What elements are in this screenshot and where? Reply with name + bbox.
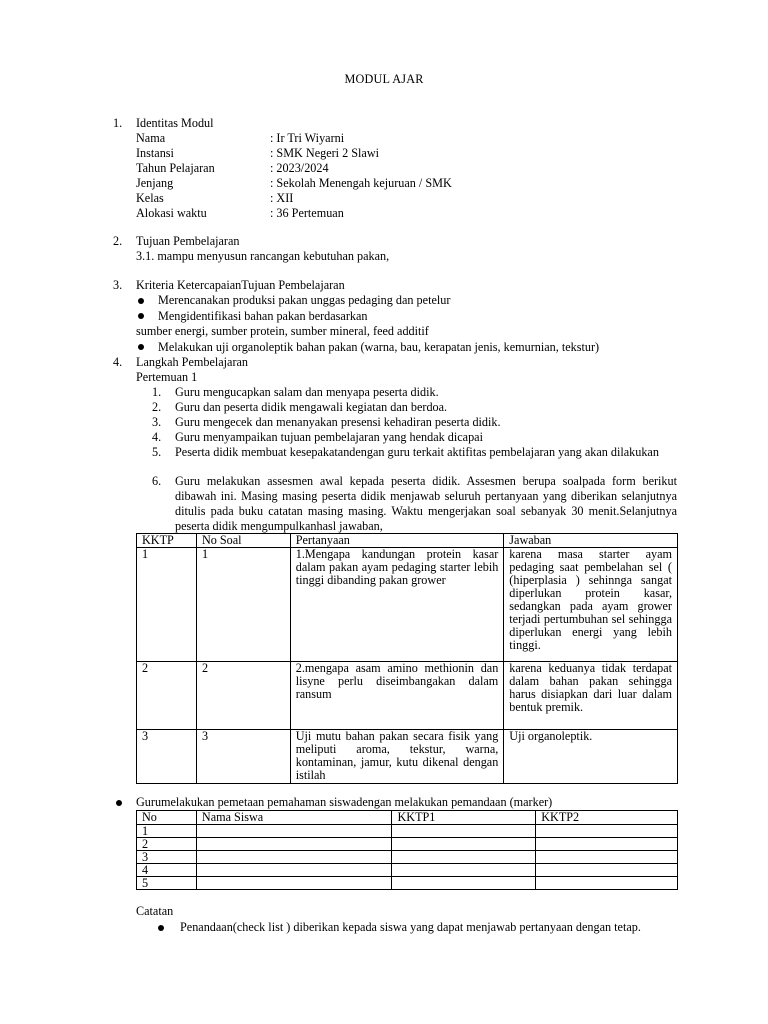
catatan-heading: Catatan (136, 904, 174, 918)
table-row (137, 548, 678, 662)
identity-label: Nama (136, 131, 166, 145)
marker-table (136, 810, 678, 890)
identity-value: : Ir Tri Wiyarni (270, 131, 345, 145)
step-number: 5. (152, 445, 162, 459)
identity-value: : 2023/2024 (270, 161, 329, 175)
table-row (137, 662, 678, 730)
identity-label: Kelas (136, 191, 164, 205)
cell-nama-siswa (196, 838, 392, 851)
cell-pertanyaan: 2.mengapa asam amino methionin dan lisyne perlu diseimbangakan dalam ransum (290, 662, 504, 730)
cell-nama-siswa (196, 864, 392, 877)
identity-value: : XII (270, 191, 294, 205)
section-number: 1. (113, 116, 123, 130)
step-text: Peserta didik membuat kesepakatandengan guru terkait aktifitas pembelajaran yang akan dilakukan (175, 445, 659, 459)
cell-no-soal: 1 (196, 548, 290, 662)
step-number: 3. (152, 415, 162, 429)
header-nama-siswa: Nama Siswa (196, 811, 392, 825)
cell-pertanyaan: Uji mutu bahan pakan secara fisik yang meliputi aroma, tekstur, warna, kontaminan, jamur, kutu dikenal dengan istilah (290, 730, 504, 784)
step-number: 1. (152, 385, 162, 399)
kriteria-bullet: Melakukan uji organoleptik bahan pakan (warna, bau, kerapatan jenis, kemurnian, tekstur) (158, 340, 600, 354)
cell-kktp2 (536, 864, 678, 877)
header-kktp2: KKTP2 (536, 811, 678, 825)
bullet-icon (138, 313, 144, 319)
pertemuan-label: Pertemuan 1 (136, 370, 198, 384)
header-jawaban: Jawaban (504, 534, 678, 548)
cell-jawaban: karena masa starter ayam pedaging saat pembelahan sel ( (hiperplasia ) sehinnga sangat diperlukan protein kasar, sedangkan pada ayam grower terjadi pertumbuhan sel sehingga diperlukan energi yang lebih tinggi. (504, 548, 678, 662)
pemetaan-text: Gurumelakukan pemetaan pemahaman siswadengan melakukan pemandaan (marker) (136, 795, 553, 809)
identity-label: Alokasi waktu (136, 206, 207, 220)
identity-label: Tahun Pelajaran (136, 161, 215, 175)
cell-kktp: 3 (137, 730, 197, 784)
cell-no: 5 (137, 877, 197, 890)
table-row (137, 864, 678, 877)
step-number: 6. (152, 474, 162, 488)
step-text: Guru melakukan assesmen awal kepada peserta didik. Assesmen berupa soalpada form berikut dibawah ini. Masing masing peserta didik menjawab seluruh pertanyaan yang diberikan selanjutnya ditulis pada buku catatan masing masing. Waktu mengerjakan soal sebanyak 30 menit.Selanjutnya peserta didik mengumpulkanhasl jawaban, (175, 474, 677, 533)
section-number: 2. (113, 234, 123, 248)
header-no-soal: No Soal (196, 534, 290, 548)
cell-kktp2 (536, 851, 678, 864)
section-heading: Tujuan Pembelajaran (136, 234, 240, 248)
cell-kktp1 (392, 864, 536, 877)
header-kktp1: KKTP1 (392, 811, 536, 825)
table-header-row (137, 811, 678, 825)
cell-kktp1 (392, 877, 536, 890)
cell-kktp1 (392, 825, 536, 838)
table-header-row (137, 534, 678, 548)
cell-no: 2 (137, 838, 197, 851)
kriteria-bullet: Mengidentifikasi bahan pakan berdasarkan (158, 309, 368, 323)
kriteria-bullet-continuation: sumber energi, sumber protein, sumber mineral, feed additif (136, 324, 429, 338)
header-kktp: KKTP (137, 534, 197, 548)
step-number: 2. (152, 400, 162, 414)
cell-kktp1 (392, 851, 536, 864)
step-number: 4. (152, 430, 162, 444)
identity-label: Instansi (136, 146, 174, 160)
section-heading: Kriteria KetercapaianTujuan Pembelajaran (136, 278, 345, 292)
bullet-icon (158, 925, 164, 931)
bullet-icon (138, 298, 144, 304)
cell-jawaban: Uji organoleptik. (504, 730, 678, 784)
identity-value: : 36 Pertemuan (270, 206, 344, 220)
step-text: Guru dan peserta didik mengawali kegiatan dan berdoa. (175, 400, 448, 414)
header-no: No (137, 811, 197, 825)
bullet-icon (116, 800, 122, 806)
section-number: 3. (113, 278, 123, 292)
cell-no: 1 (137, 825, 197, 838)
section-heading: Identitas Modul (136, 116, 214, 130)
assessment-table (136, 533, 678, 784)
cell-kktp2 (536, 825, 678, 838)
cell-kktp: 2 (137, 662, 197, 730)
step-text: Guru mengucapkan salam dan menyapa peserta didik. (175, 385, 439, 399)
tujuan-item: 3.1. mampu menyusun rancangan kebutuhan pakan, (136, 249, 390, 263)
cell-jawaban: karena keduanya tidak terdapat dalam bahan pakan sehingga harus disiapkan dari luar dalam bentuk premik. (504, 662, 678, 730)
table-row (137, 730, 678, 784)
cell-kktp: 1 (137, 548, 197, 662)
cell-no: 3 (137, 851, 197, 864)
page-title: MODUL AJAR (344, 72, 424, 86)
table-row (137, 825, 678, 838)
cell-kktp2 (536, 877, 678, 890)
table-row (137, 877, 678, 890)
section-number: 4. (113, 355, 123, 369)
catatan-item: Penandaan(check list ) diberikan kepada siswa yang dapat menjawab pertanyaan dengan tetap. (180, 920, 641, 934)
cell-no-soal: 2 (196, 662, 290, 730)
cell-no: 4 (137, 864, 197, 877)
table-row (137, 838, 678, 851)
cell-nama-siswa (196, 877, 392, 890)
cell-kktp1 (392, 838, 536, 851)
bullet-icon (138, 344, 144, 350)
kriteria-bullet: Merencanakan produksi pakan unggas pedaging dan petelur (158, 293, 451, 307)
cell-pertanyaan: 1.Mengapa kandungan protein kasar dalam pakan ayam pedaging starter lebih tinggi dibanding pakan grower (290, 548, 504, 662)
identity-value: : Sekolah Menengah kejuruan / SMK (270, 176, 452, 190)
cell-nama-siswa (196, 851, 392, 864)
identity-label: Jenjang (136, 176, 174, 190)
cell-nama-siswa (196, 825, 392, 838)
cell-no-soal: 3 (196, 730, 290, 784)
header-pertanyaan: Pertanyaan (290, 534, 504, 548)
step-text: Guru mengecek dan menanyakan presensi kehadiran peserta didik. (175, 415, 501, 429)
identity-value: : SMK Negeri 2 Slawi (270, 146, 380, 160)
section-heading: Langkah Pembelajaran (136, 355, 249, 369)
step-text: Guru menyampaikan tujuan pembelajaran yang hendak dicapai (175, 430, 483, 444)
table-row (137, 851, 678, 864)
cell-kktp2 (536, 838, 678, 851)
